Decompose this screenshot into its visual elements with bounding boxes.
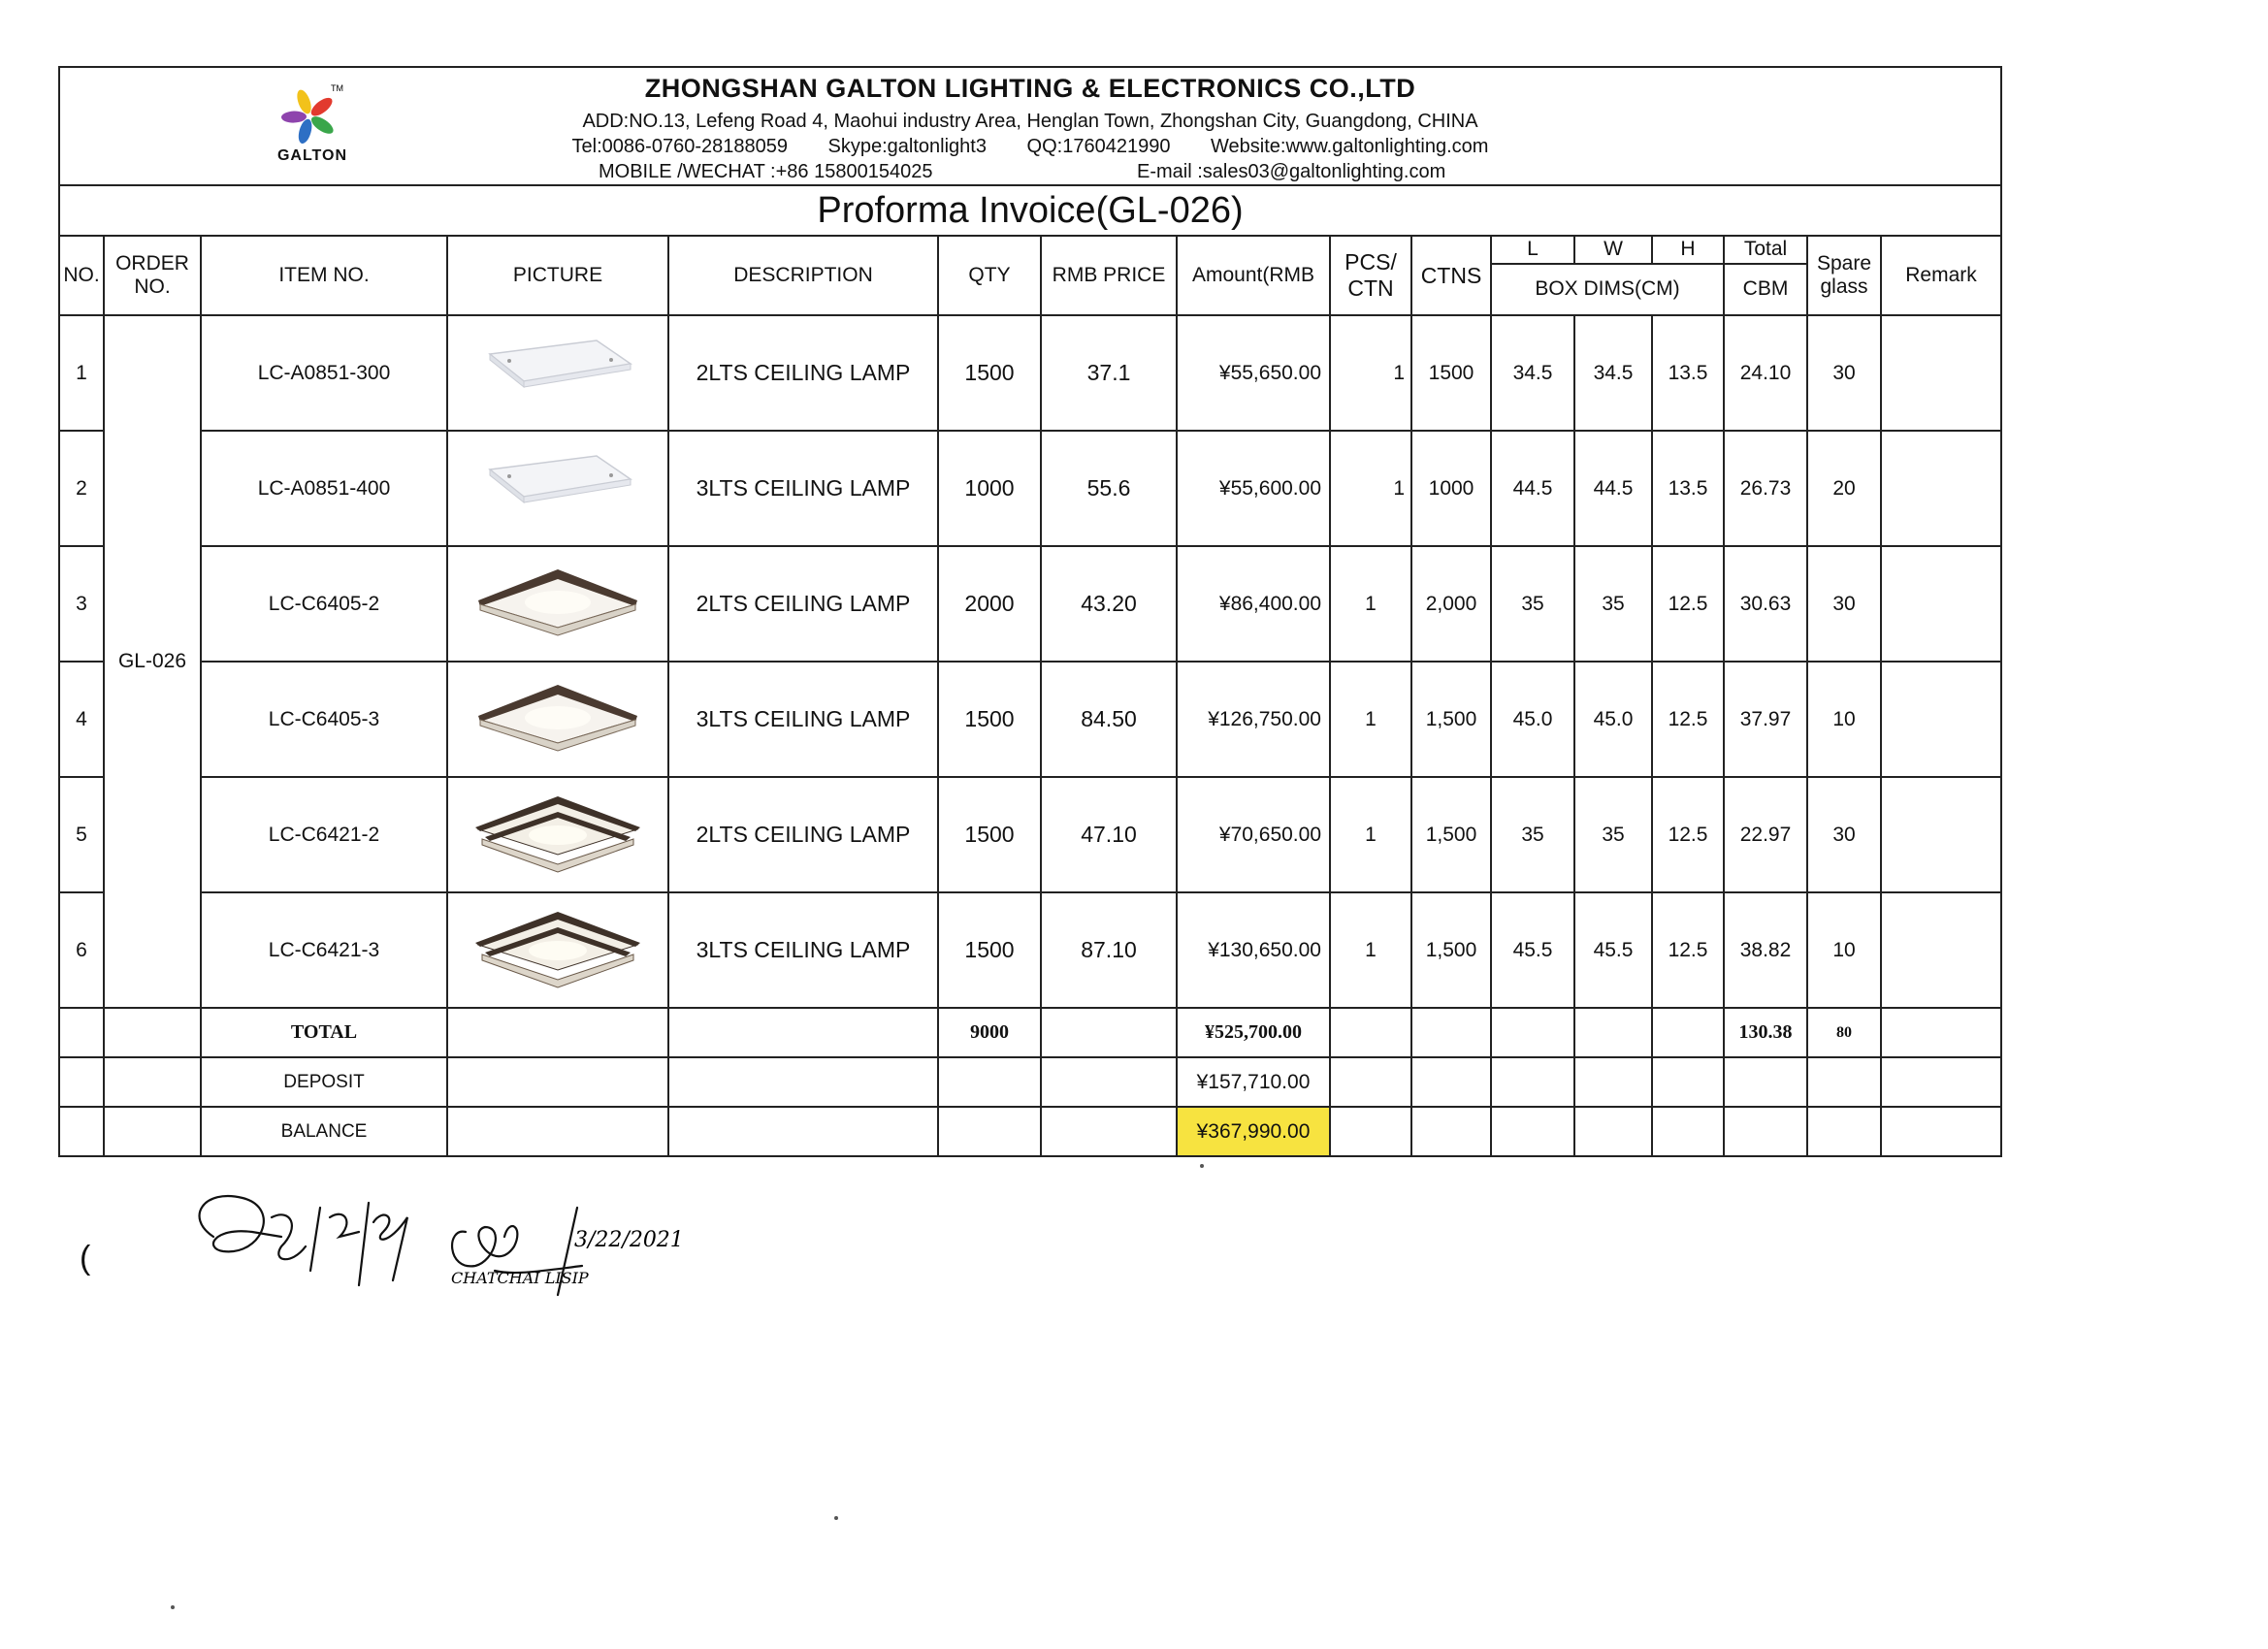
pcs-ctn: 1 bbox=[1330, 431, 1411, 546]
header-rmb-price: RMB PRICE bbox=[1041, 236, 1177, 315]
description: 3LTS CEILING LAMP bbox=[668, 662, 938, 777]
empty-cell bbox=[104, 1008, 201, 1057]
wood-frame-ceiling-lamp-icon bbox=[470, 673, 645, 766]
handwritten-signature-icon bbox=[175, 1179, 698, 1305]
cbm: 38.82 bbox=[1724, 892, 1807, 1008]
empty-cell bbox=[1881, 1107, 2001, 1156]
empty-cell bbox=[1330, 1008, 1411, 1057]
ctns: 1000 bbox=[1411, 431, 1491, 546]
order-no-cell: GL-026 bbox=[104, 315, 201, 1008]
amount: ¥126,750.00 bbox=[1177, 662, 1330, 777]
cbm: 37.97 bbox=[1724, 662, 1807, 777]
header-order-no: ORDER NO. bbox=[104, 236, 201, 315]
remark bbox=[1881, 892, 2001, 1008]
item-no: LC-A0851-400 bbox=[201, 431, 447, 546]
cbm: 26.73 bbox=[1724, 431, 1807, 546]
logo-text: GALTON bbox=[276, 147, 348, 164]
box-w: 35 bbox=[1574, 546, 1652, 662]
empty-cell bbox=[104, 1057, 201, 1107]
empty-cell bbox=[1724, 1107, 1807, 1156]
header-cbm: CBM bbox=[1724, 264, 1807, 315]
amount: ¥55,600.00 bbox=[1177, 431, 1330, 546]
row-no: 5 bbox=[59, 777, 104, 892]
invoice-rows bbox=[59, 315, 2001, 1008]
scan-speck bbox=[1200, 1164, 1204, 1168]
ctns: 2,000 bbox=[1411, 546, 1491, 662]
deposit-row bbox=[59, 1057, 2001, 1107]
empty-cell bbox=[1652, 1057, 1724, 1107]
empty-cell bbox=[1411, 1057, 1491, 1107]
wood-frame-ceiling-lamp-icon bbox=[470, 558, 645, 651]
company-mobile: MOBILE /WECHAT :+86 15800154025 bbox=[599, 161, 933, 182]
box-h: 12.5 bbox=[1652, 892, 1724, 1008]
empty-cell bbox=[1881, 1057, 2001, 1107]
flat-square-ceiling-lamp-icon bbox=[470, 327, 645, 420]
picture-cell bbox=[447, 892, 668, 1008]
header-picture: PICTURE bbox=[447, 236, 668, 315]
table-row bbox=[59, 431, 2001, 546]
box-w: 44.5 bbox=[1574, 431, 1652, 546]
header-qty: QTY bbox=[938, 236, 1041, 315]
qty: 1500 bbox=[938, 892, 1041, 1008]
empty-cell bbox=[1574, 1008, 1652, 1057]
empty-cell bbox=[1491, 1057, 1574, 1107]
deposit-amount: ¥157,710.00 bbox=[1177, 1057, 1330, 1107]
empty-cell bbox=[668, 1107, 938, 1156]
total-spare: 80 bbox=[1807, 1008, 1881, 1057]
company-skype: Skype:galtonlight3 bbox=[827, 136, 987, 157]
empty-cell bbox=[1574, 1057, 1652, 1107]
header-remark: Remark bbox=[1881, 236, 2001, 315]
table-row bbox=[59, 662, 2001, 777]
rmb-price: 55.6 bbox=[1041, 431, 1177, 546]
amount: ¥130,650.00 bbox=[1177, 892, 1330, 1008]
pcs-ctn: 1 bbox=[1330, 662, 1411, 777]
empty-cell bbox=[59, 1057, 104, 1107]
description: 3LTS CEILING LAMP bbox=[668, 892, 938, 1008]
header-w: W bbox=[1574, 236, 1652, 264]
column-header-row bbox=[59, 236, 2001, 264]
empty-cell bbox=[1491, 1107, 1574, 1156]
picture-cell bbox=[447, 431, 668, 546]
spare-glass: 10 bbox=[1807, 892, 1881, 1008]
qty: 1000 bbox=[938, 431, 1041, 546]
invoice-table bbox=[58, 66, 2002, 1157]
amount: ¥70,650.00 bbox=[1177, 777, 1330, 892]
item-no: LC-C6405-3 bbox=[201, 662, 447, 777]
row-no: 4 bbox=[59, 662, 104, 777]
box-h: 12.5 bbox=[1652, 546, 1724, 662]
company-header bbox=[59, 67, 2001, 185]
header-description: DESCRIPTION bbox=[668, 236, 938, 315]
amount: ¥86,400.00 bbox=[1177, 546, 1330, 662]
total-cbm: 130.38 bbox=[1724, 1008, 1807, 1057]
company-contacts bbox=[60, 136, 2000, 158]
description: 2LTS CEILING LAMP bbox=[668, 546, 938, 662]
empty-cell bbox=[1411, 1008, 1491, 1057]
empty-cell bbox=[1491, 1008, 1574, 1057]
balance-row bbox=[59, 1107, 2001, 1156]
empty-cell bbox=[1330, 1107, 1411, 1156]
header-amount: Amount(RMB bbox=[1177, 236, 1330, 315]
description: 2LTS CEILING LAMP bbox=[668, 315, 938, 431]
ctns: 1,500 bbox=[1411, 662, 1491, 777]
box-h: 12.5 bbox=[1652, 777, 1724, 892]
balance-label: BALANCE bbox=[201, 1107, 447, 1156]
rmb-price: 37.1 bbox=[1041, 315, 1177, 431]
remark bbox=[1881, 662, 2001, 777]
stray-parenthesis: ( bbox=[80, 1240, 91, 1277]
empty-cell bbox=[1041, 1057, 1177, 1107]
empty-cell bbox=[104, 1107, 201, 1156]
box-l: 45.5 bbox=[1491, 892, 1574, 1008]
spare-glass: 30 bbox=[1807, 546, 1881, 662]
cbm: 30.63 bbox=[1724, 546, 1807, 662]
amount: ¥55,650.00 bbox=[1177, 315, 1330, 431]
qty: 1500 bbox=[938, 777, 1041, 892]
rmb-price: 43.20 bbox=[1041, 546, 1177, 662]
item-no: LC-C6421-2 bbox=[201, 777, 447, 892]
header-l: L bbox=[1491, 236, 1574, 264]
box-w: 45.5 bbox=[1574, 892, 1652, 1008]
total-row bbox=[59, 1008, 2001, 1057]
empty-cell bbox=[1574, 1107, 1652, 1156]
balance-amount: ¥367,990.00 bbox=[1177, 1107, 1330, 1156]
box-h: 13.5 bbox=[1652, 431, 1724, 546]
company-tel: Tel:0086-0760-28188059 bbox=[571, 136, 788, 157]
invoice-title: Proforma Invoice(GL-026) bbox=[59, 185, 2001, 236]
empty-cell bbox=[938, 1107, 1041, 1156]
picture-cell bbox=[447, 777, 668, 892]
description: 3LTS CEILING LAMP bbox=[668, 431, 938, 546]
rmb-price: 47.10 bbox=[1041, 777, 1177, 892]
empty-cell bbox=[938, 1057, 1041, 1107]
box-l: 45.0 bbox=[1491, 662, 1574, 777]
spare-glass: 10 bbox=[1807, 662, 1881, 777]
ctns: 1,500 bbox=[1411, 777, 1491, 892]
signature-date: 3/22/2021 bbox=[574, 1228, 684, 1252]
scan-speck bbox=[834, 1516, 838, 1520]
cbm: 22.97 bbox=[1724, 777, 1807, 892]
total-qty: 9000 bbox=[938, 1008, 1041, 1057]
box-h: 12.5 bbox=[1652, 662, 1724, 777]
spare-glass: 20 bbox=[1807, 431, 1881, 546]
logo-tm: TM bbox=[331, 83, 343, 93]
header-total: Total bbox=[1724, 236, 1807, 264]
row-no: 1 bbox=[59, 315, 104, 431]
remark bbox=[1881, 431, 2001, 546]
total-label: TOTAL bbox=[201, 1008, 447, 1057]
empty-cell bbox=[1041, 1008, 1177, 1057]
table-row bbox=[59, 777, 2001, 892]
item-no: LC-C6421-3 bbox=[201, 892, 447, 1008]
pcs-ctn: 1 bbox=[1330, 892, 1411, 1008]
empty-cell bbox=[1330, 1057, 1411, 1107]
picture-cell bbox=[447, 315, 668, 431]
picture-cell bbox=[447, 662, 668, 777]
box-l: 35 bbox=[1491, 546, 1574, 662]
remark bbox=[1881, 546, 2001, 662]
box-w: 45.0 bbox=[1574, 662, 1652, 777]
deposit-label: DEPOSIT bbox=[201, 1057, 447, 1107]
company-email: E-mail :sales03@galtonlighting.com bbox=[1137, 161, 1446, 182]
box-l: 44.5 bbox=[1491, 431, 1574, 546]
box-l: 35 bbox=[1491, 777, 1574, 892]
company-name: ZHONGSHAN GALTON LIGHTING & ELECTRONICS CO.,LTD bbox=[644, 74, 1416, 103]
picture-cell bbox=[447, 546, 668, 662]
empty-cell bbox=[1807, 1107, 1881, 1156]
empty-cell bbox=[1652, 1008, 1724, 1057]
ctns: 1,500 bbox=[1411, 892, 1491, 1008]
ctns: 1500 bbox=[1411, 315, 1491, 431]
empty-cell bbox=[447, 1107, 668, 1156]
rmb-price: 84.50 bbox=[1041, 662, 1177, 777]
empty-cell bbox=[59, 1008, 104, 1057]
header-item-no: ITEM NO. bbox=[201, 236, 447, 315]
box-w: 35 bbox=[1574, 777, 1652, 892]
qty: 2000 bbox=[938, 546, 1041, 662]
rmb-price: 87.10 bbox=[1041, 892, 1177, 1008]
spare-glass: 30 bbox=[1807, 777, 1881, 892]
qty: 1500 bbox=[938, 315, 1041, 431]
cbm: 24.10 bbox=[1724, 315, 1807, 431]
row-no: 2 bbox=[59, 431, 104, 546]
empty-cell bbox=[668, 1008, 938, 1057]
empty-cell bbox=[1411, 1107, 1491, 1156]
table-row bbox=[59, 892, 2001, 1008]
item-no: LC-A0851-300 bbox=[201, 315, 447, 431]
description: 2LTS CEILING LAMP bbox=[668, 777, 938, 892]
empty-cell bbox=[447, 1008, 668, 1057]
table-row bbox=[59, 546, 2001, 662]
empty-cell bbox=[1807, 1057, 1881, 1107]
box-w: 34.5 bbox=[1574, 315, 1652, 431]
total-amount: ¥525,700.00 bbox=[1177, 1008, 1330, 1057]
row-no: 6 bbox=[59, 892, 104, 1008]
empty-cell bbox=[1881, 1008, 2001, 1057]
company-address: ADD:NO.13, Lefeng Road 4, Maohui industry Area, Henglan Town, Zhongshan City, Guangdong, CHINA bbox=[582, 111, 1478, 132]
layered-ceiling-lamp-icon bbox=[470, 789, 645, 882]
pcs-ctn: 1 bbox=[1330, 546, 1411, 662]
empty-cell bbox=[1652, 1107, 1724, 1156]
header-h: H bbox=[1652, 236, 1724, 264]
empty-cell bbox=[59, 1107, 104, 1156]
signature-name: CHATCHAI LISIP bbox=[451, 1269, 589, 1287]
flat-square-ceiling-lamp-icon bbox=[470, 442, 645, 535]
empty-cell bbox=[1041, 1107, 1177, 1156]
qty: 1500 bbox=[938, 662, 1041, 777]
empty-cell bbox=[447, 1057, 668, 1107]
company-website: Website:www.galtonlighting.com bbox=[1211, 136, 1489, 157]
header-no: NO. bbox=[59, 236, 104, 315]
table-row bbox=[59, 315, 2001, 431]
box-l: 34.5 bbox=[1491, 315, 1574, 431]
remark bbox=[1881, 777, 2001, 892]
empty-cell bbox=[1724, 1057, 1807, 1107]
remark bbox=[1881, 315, 2001, 431]
invoice-sheet bbox=[58, 66, 2000, 1157]
header-box-dims: BOX DIMS(CM) bbox=[1491, 264, 1724, 315]
spare-glass: 30 bbox=[1807, 315, 1881, 431]
box-h: 13.5 bbox=[1652, 315, 1724, 431]
header-spare-glass: Spare glass bbox=[1807, 236, 1881, 315]
item-no: LC-C6405-2 bbox=[201, 546, 447, 662]
empty-cell bbox=[668, 1057, 938, 1107]
layered-ceiling-lamp-icon bbox=[470, 904, 645, 997]
row-no: 3 bbox=[59, 546, 104, 662]
pcs-ctn: 1 bbox=[1330, 315, 1411, 431]
company-qq: QQ:1760421990 bbox=[1026, 136, 1171, 157]
header-pcs-ctn: PCS/ CTN bbox=[1330, 236, 1411, 315]
header-ctns: CTNS bbox=[1411, 236, 1491, 315]
pcs-ctn: 1 bbox=[1330, 777, 1411, 892]
scan-speck bbox=[171, 1605, 175, 1609]
